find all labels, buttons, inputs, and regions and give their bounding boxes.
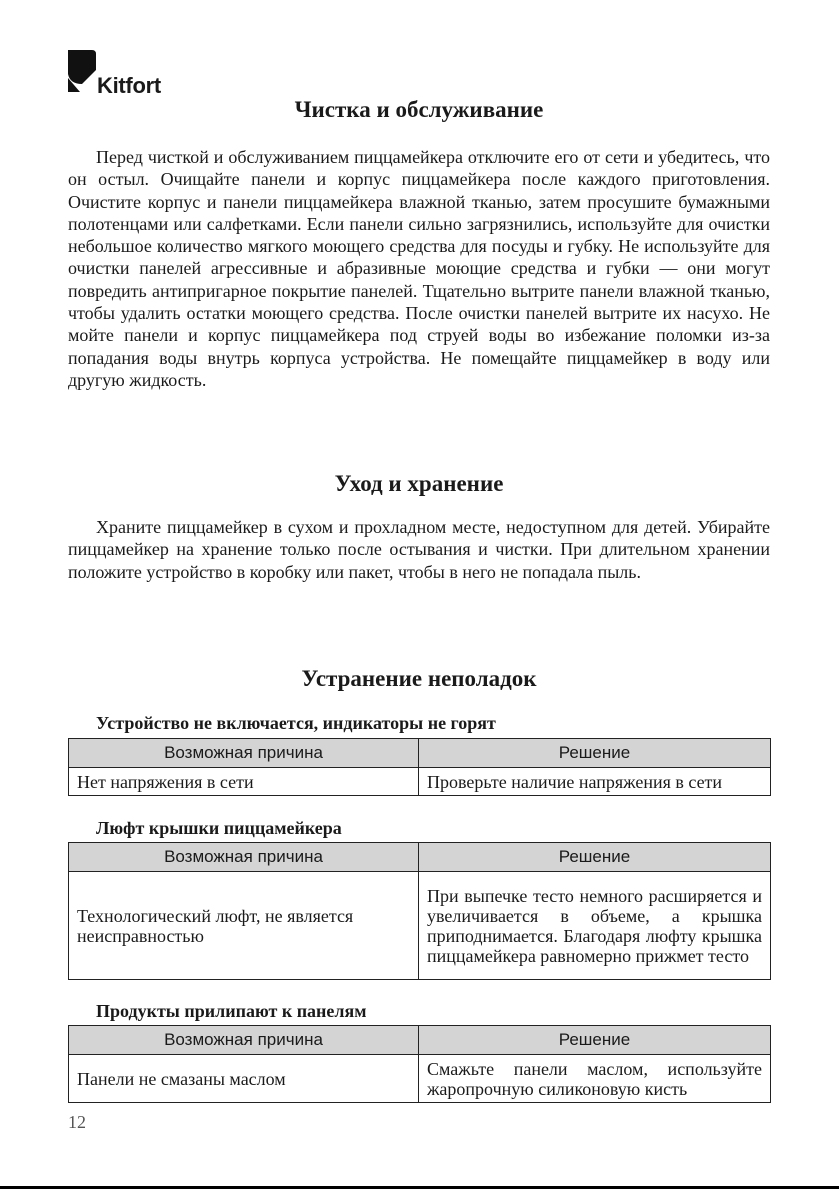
header-solution: Решение [419,843,771,872]
troubleshooting-title: Устранение неполадок [301,666,537,691]
cleaning-text: Перед чисткой и обслуживанием пиццамейкера отключите его от сети и убедитесь, что он остыл. Очищайте панели и корпус пиццамейкера после каждого приготовления. Очистите корпус и панели пиццамейкера влажной тканью, затем просушите бумажными полотенцами или салфетками. Если панели сильно загрязнились, используйте для очистки небольшое количество мягкого моющего средства для посуды и губку. Не используйте для очистки панелей агрессивные и абразивные моющие средства и губки — они могут повредить антипригарное покрытие панелей. Тщательно вытрите панели влажной тканью, чтобы удалить остатки моющего средства. После очистки панелей вытрите их насухо. Не мойте панели и корпус пиццамейкера под струей воды во избежание поломки из-за попадания воды внутрь корпуса устройства. Не помещайте пиццамейкер в воду или другую жидкость. [68,147,770,390]
problem-title: Продукты прилипают к панелям [96,1001,367,1021]
header-cause: Возможная причина [69,739,419,768]
cleaning-title: Чистка и обслуживание [294,97,544,122]
header-solution: Решение [419,1026,771,1055]
page-number: 12 [68,1112,86,1132]
troubleshooting-table [68,842,771,980]
solution-cell: Смажьте панели маслом, используйте жаропрочную силиконовую кисть [419,1055,771,1103]
kitfort-logo-icon [66,48,98,98]
storage-title: Уход и хранение [334,471,504,496]
storage-text: Храните пиццамейкер в сухом и прохладном месте, недоступном для детей. Убирайте пиццамейкер на хранение только после остывания и чистки. При длительном хранении положите устройство в коробку или пакет, чтобы в него не попадала пыль. [68,517,770,582]
problem-title: Устройство не включается, индикаторы не горят [96,713,496,733]
problem-title: Люфт крышки пиццамейкера [96,818,342,838]
troubleshooting-table [68,1025,771,1103]
cause-cell: Технологический люфт, не является неисправностью [69,872,419,980]
solution-cell: Проверьте наличие напряжения в сети [419,768,771,796]
cause-cell: Нет напряжения в сети [69,768,419,796]
header-cause: Возможная причина [69,843,419,872]
brand-name: Kitfort [97,73,161,98]
cause-cell: Панели не смазаны маслом [69,1055,419,1103]
header-solution: Решение [419,739,771,768]
solution-cell: При выпечке тесто немного расширяется и увеличивается в объеме, а крышка приподнимается. Благодаря люфту крышка пиццамейкера равномерно прижмет тесто [419,872,771,980]
header-cause: Возможная причина [69,1026,419,1055]
troubleshooting-table [68,738,771,796]
